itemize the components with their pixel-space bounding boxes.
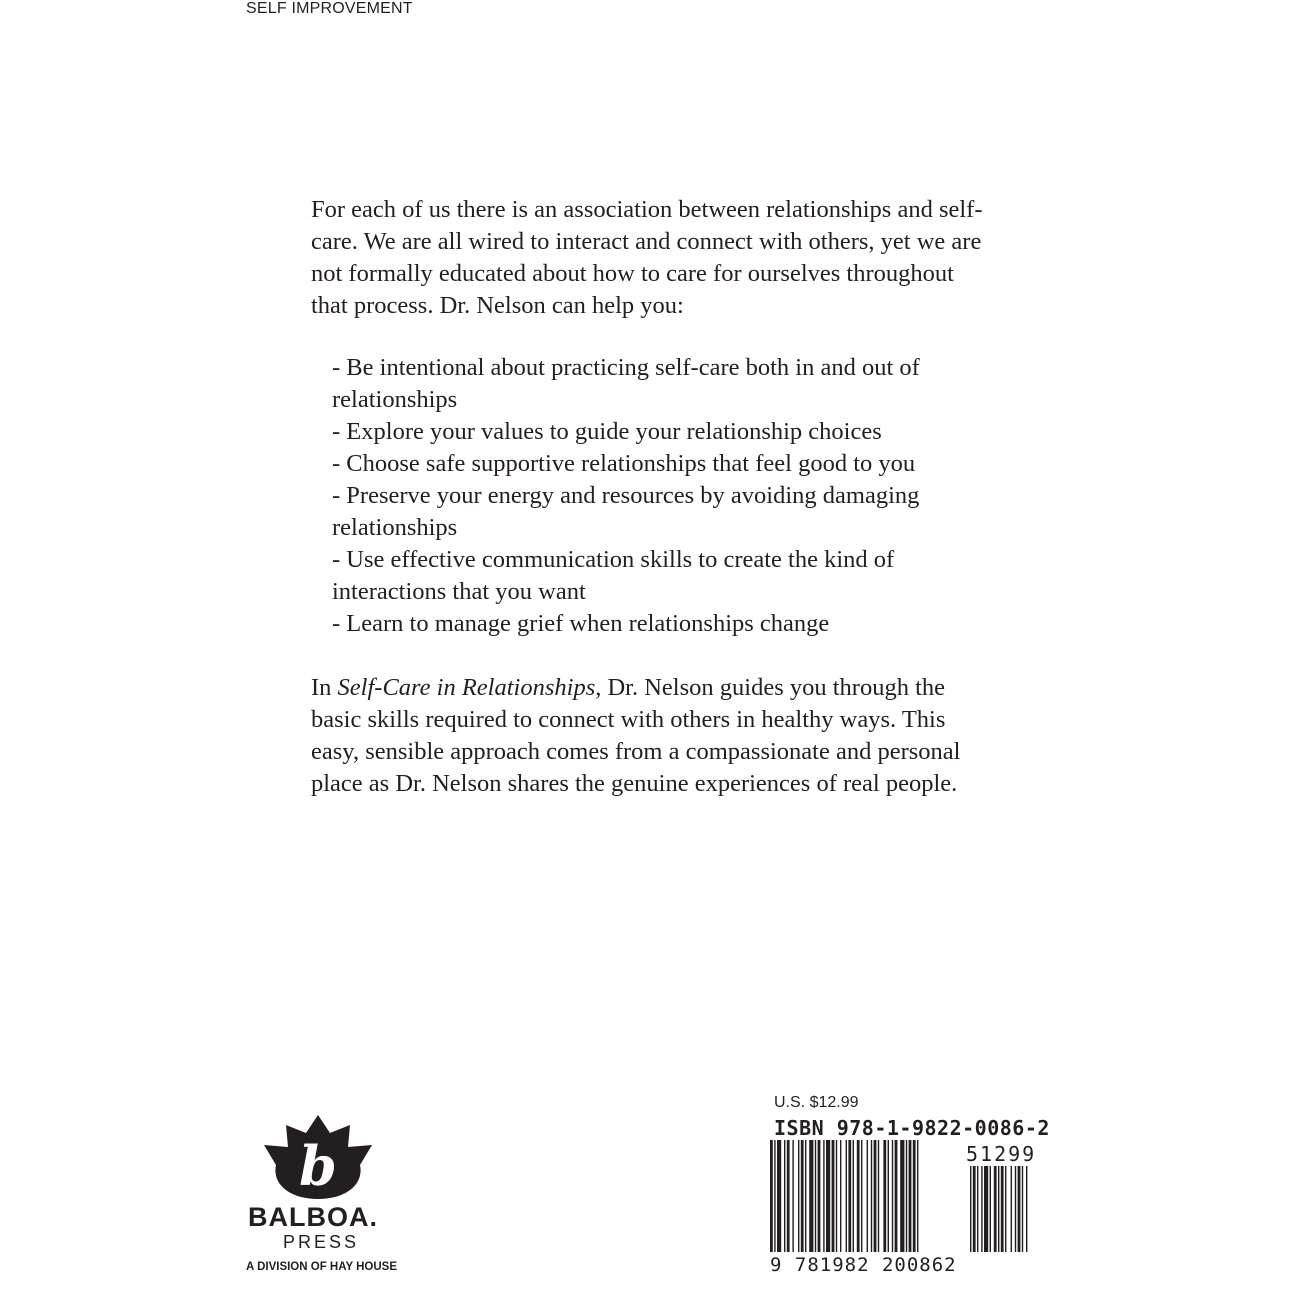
- addon-bar: [981, 1166, 982, 1252]
- publisher-name: BALBOA.: [248, 1202, 378, 1232]
- book-title: Self-Care in Relationships: [337, 674, 596, 701]
- barcode-bar: [823, 1140, 824, 1252]
- list-item: - Explore your values to guide your relationship choices: [332, 418, 882, 445]
- barcode-bar: [801, 1140, 804, 1252]
- list-item-text: Explore your values to guide your relationship choices: [346, 418, 882, 445]
- barcode-bar: [805, 1140, 806, 1252]
- barcode-bar: [774, 1140, 775, 1252]
- addon-bar: [1005, 1166, 1006, 1252]
- barcode-bar: [909, 1140, 912, 1252]
- publisher-sub: PRESS: [283, 1232, 360, 1252]
- benefit-list: [311, 352, 991, 640]
- barcode-bar: [888, 1140, 889, 1252]
- addon-bar: [970, 1166, 971, 1252]
- barcode-bar: [861, 1140, 862, 1252]
- list-item: - Learn to manage grief when relationships change: [332, 610, 830, 637]
- barcode-bar: [840, 1140, 841, 1252]
- closing-paragraph: [311, 672, 991, 800]
- barcode-bar: [815, 1140, 816, 1252]
- barcode-bar: [798, 1140, 799, 1252]
- addon-code: 51299: [966, 1142, 1037, 1166]
- barcode-bar: [917, 1140, 918, 1252]
- list-item: - Be intentional about practicing self-care both in and out of relationships: [332, 354, 920, 413]
- barcode-bar: [857, 1140, 860, 1252]
- barcode-image: [770, 1140, 1046, 1256]
- list-item-text: Use effective communication skills to create the kind of interactions that you want: [332, 546, 895, 605]
- barcode-bar: [900, 1140, 904, 1252]
- addon-bar: [1011, 1166, 1012, 1252]
- addon-bar: [973, 1166, 976, 1252]
- barcode-bar: [836, 1140, 837, 1252]
- barcode-bar: [832, 1140, 835, 1252]
- barcode-bar: [792, 1140, 793, 1252]
- list-item: - Preserve your energy and resources by avoiding damaging relationships: [332, 482, 920, 541]
- barcode-bar: [878, 1140, 879, 1252]
- list-item: - Use effective communication skills to create the kind of interactions that you want: [332, 546, 895, 605]
- barcode-bar: [848, 1140, 851, 1252]
- barcode-bar: [826, 1140, 830, 1252]
- addon-bar: [977, 1166, 978, 1252]
- addon-bar: [1015, 1166, 1016, 1252]
- list-item-text: Preserve your energy and resources by avoiding damaging relationships: [332, 482, 920, 541]
- closing-text: , Dr. Nelson guides you through the basic skills required to connect with others in healthy ways. This easy, sensible approach comes from a compassionate and personal place as Dr. Nelson shares the genuine experiences of real people.: [311, 674, 961, 797]
- lotus-b-icon: [260, 1115, 376, 1199]
- barcode-bar: [777, 1140, 781, 1252]
- barcode-bar: [892, 1140, 893, 1252]
- barcode-bar: [906, 1140, 907, 1252]
- addon-bar: [1022, 1166, 1023, 1252]
- isbn-label: ISBN 978-1-9822-0086-2: [774, 1116, 1050, 1140]
- barcode-bar: [787, 1140, 790, 1252]
- barcode-bar: [883, 1140, 886, 1252]
- closing-prefix: In: [311, 674, 338, 701]
- barcode-bar: [818, 1140, 821, 1252]
- addon-bar: [998, 1166, 999, 1252]
- barcode-bar: [853, 1140, 854, 1252]
- list-item-text: Be intentional about practicing self-care both in and out of relationships: [332, 354, 920, 413]
- list-item-text: Choose safe supportive relationships that feel good to you: [346, 450, 916, 477]
- addon-bar: [1018, 1166, 1021, 1252]
- barcode-bar: [874, 1140, 877, 1252]
- barcode-bar: [913, 1140, 916, 1252]
- addon-bar: [984, 1166, 988, 1252]
- list-item: - Choose safe supportive relationships that feel good to you: [332, 450, 916, 477]
- barcode-bar: [809, 1140, 813, 1252]
- barcode-bar: [784, 1140, 785, 1252]
- logo-letter: b: [299, 1134, 337, 1198]
- price-label: U.S. $12.99: [774, 1094, 859, 1111]
- addon-bar: [994, 1166, 997, 1252]
- category-label: SELF IMPROVEMENT: [246, 0, 413, 17]
- barcode-bar: [846, 1140, 847, 1252]
- list-item-text: Learn to manage grief when relationships change: [346, 610, 830, 637]
- barcode-bar: [895, 1140, 898, 1252]
- intro-paragraph: For each of us there is an association between relationships and self-care. We are all wired to interact and connect with others, yet we are not formally educated about how to care for ourselves throughout that process. Dr. Nelson can help you:: [311, 196, 983, 319]
- barcode-bar: [770, 1140, 773, 1252]
- addon-bar: [990, 1166, 991, 1252]
- addon-bar: [1026, 1166, 1027, 1252]
- barcode-bar: [871, 1140, 872, 1252]
- barcode-bar: [867, 1140, 868, 1252]
- publisher-division: A DIVISION OF HAY HOUSE: [246, 1261, 398, 1273]
- ean-digits: 9 781982 200862: [770, 1254, 957, 1276]
- publisher-logo: [246, 1115, 406, 1275]
- addon-bar: [1001, 1166, 1004, 1252]
